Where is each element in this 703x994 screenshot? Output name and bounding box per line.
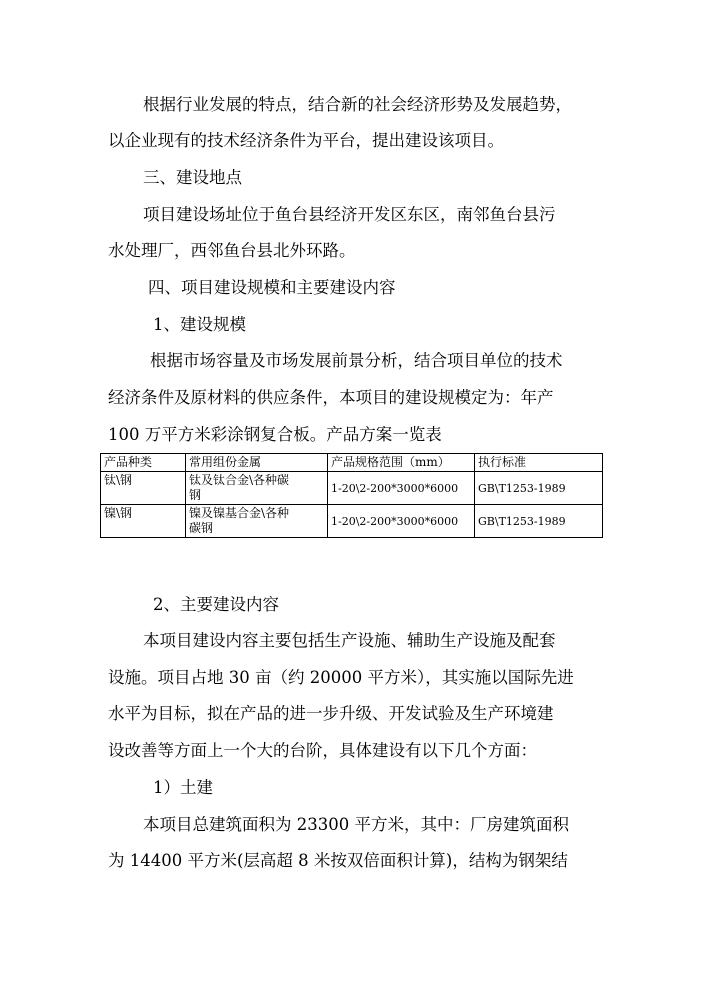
paragraph-5-line-2: 为 14400 平方米(层高超 8 米按双倍面积计算)，结构为钢架结: [108, 851, 568, 870]
standard-cell: GB\T1253-1989: [475, 472, 603, 505]
paragraph-5-line-1: 本项目总建筑面积为 23300 平方米，其中：厂房建筑面积: [143, 815, 569, 834]
paragraph-4-line-2: 设施。项目占地 30 亩（约 20000 平方米），其实施以国际先进: [108, 668, 574, 687]
metal-line: 钛及钛合金\各种碳: [189, 473, 290, 487]
table-header-row: [101, 454, 603, 472]
section-3-heading: 三、建设地点: [143, 168, 242, 187]
paragraph-4-line-1: 本项目建设内容主要包括生产设施、辅助生产设施及配套: [143, 631, 556, 650]
standard-cell: GB\T1253-1989: [475, 505, 603, 538]
spec-cell: 1-20\2-200*3000*6000: [328, 505, 475, 538]
paragraph-3-line-1: 根据市场容量及市场发展前景分析，结合项目单位的技术: [150, 351, 563, 370]
paragraph-2-line-1: 项目建设场址位于鱼台县经济开发区东区，南邻鱼台县污: [143, 205, 556, 224]
table-header-cell: 产品规格范围（mm）: [328, 454, 475, 472]
paragraph-1-line-1: 根据行业发展的特点，结合新的社会经济形势及发展趋势，: [143, 95, 572, 114]
product-kind-cell: 钛\钢: [101, 472, 186, 505]
section-4-heading: 四、项目建设规模和主要建设内容: [148, 278, 396, 297]
metal-cell: [186, 472, 328, 505]
metal-line: 钢: [189, 488, 202, 502]
civil-works-heading: 1）土建: [153, 778, 213, 797]
paragraph-3-line-3: 100 万平方米彩涂钢复合板。产品方案一览表: [108, 425, 442, 444]
paragraph-2-line-2: 水处理厂，西邻鱼台县北外环路。: [108, 241, 356, 260]
table-header-cell: 执行标准: [475, 454, 603, 472]
product-kind-cell: 镍\钢: [101, 505, 186, 538]
subsection-4-1-heading: 1、建设规模: [153, 315, 246, 334]
paragraph-4-line-3: 水平为目标，拟在产品的进一步升级、开发试验及生产环境建: [108, 704, 554, 723]
product-table: [100, 453, 603, 538]
paragraph-3-line-2: 经济条件及原材料的供应条件，本项目的建设规模定为：年产: [108, 388, 554, 407]
paragraph-1-line-2: 以企业现有的技术经济条件为平台，提出建设该项目。: [108, 131, 504, 150]
spec-cell: 1-20\2-200*3000*6000: [328, 472, 475, 505]
metal-line: 碳钢: [189, 521, 214, 535]
table-row: [101, 505, 603, 538]
table-row: [101, 472, 603, 505]
table-header-cell: 产品种类: [101, 454, 186, 472]
subsection-4-2-heading: 2、主要建设内容: [153, 595, 279, 614]
metal-line: 镍及镍基合金\各种: [189, 506, 290, 520]
metal-cell: [186, 505, 328, 538]
paragraph-4-line-4: 设改善等方面上一个大的台阶，具体建设有以下几个方面：: [108, 741, 537, 760]
table-header-cell: 常用组份金属: [186, 454, 328, 472]
